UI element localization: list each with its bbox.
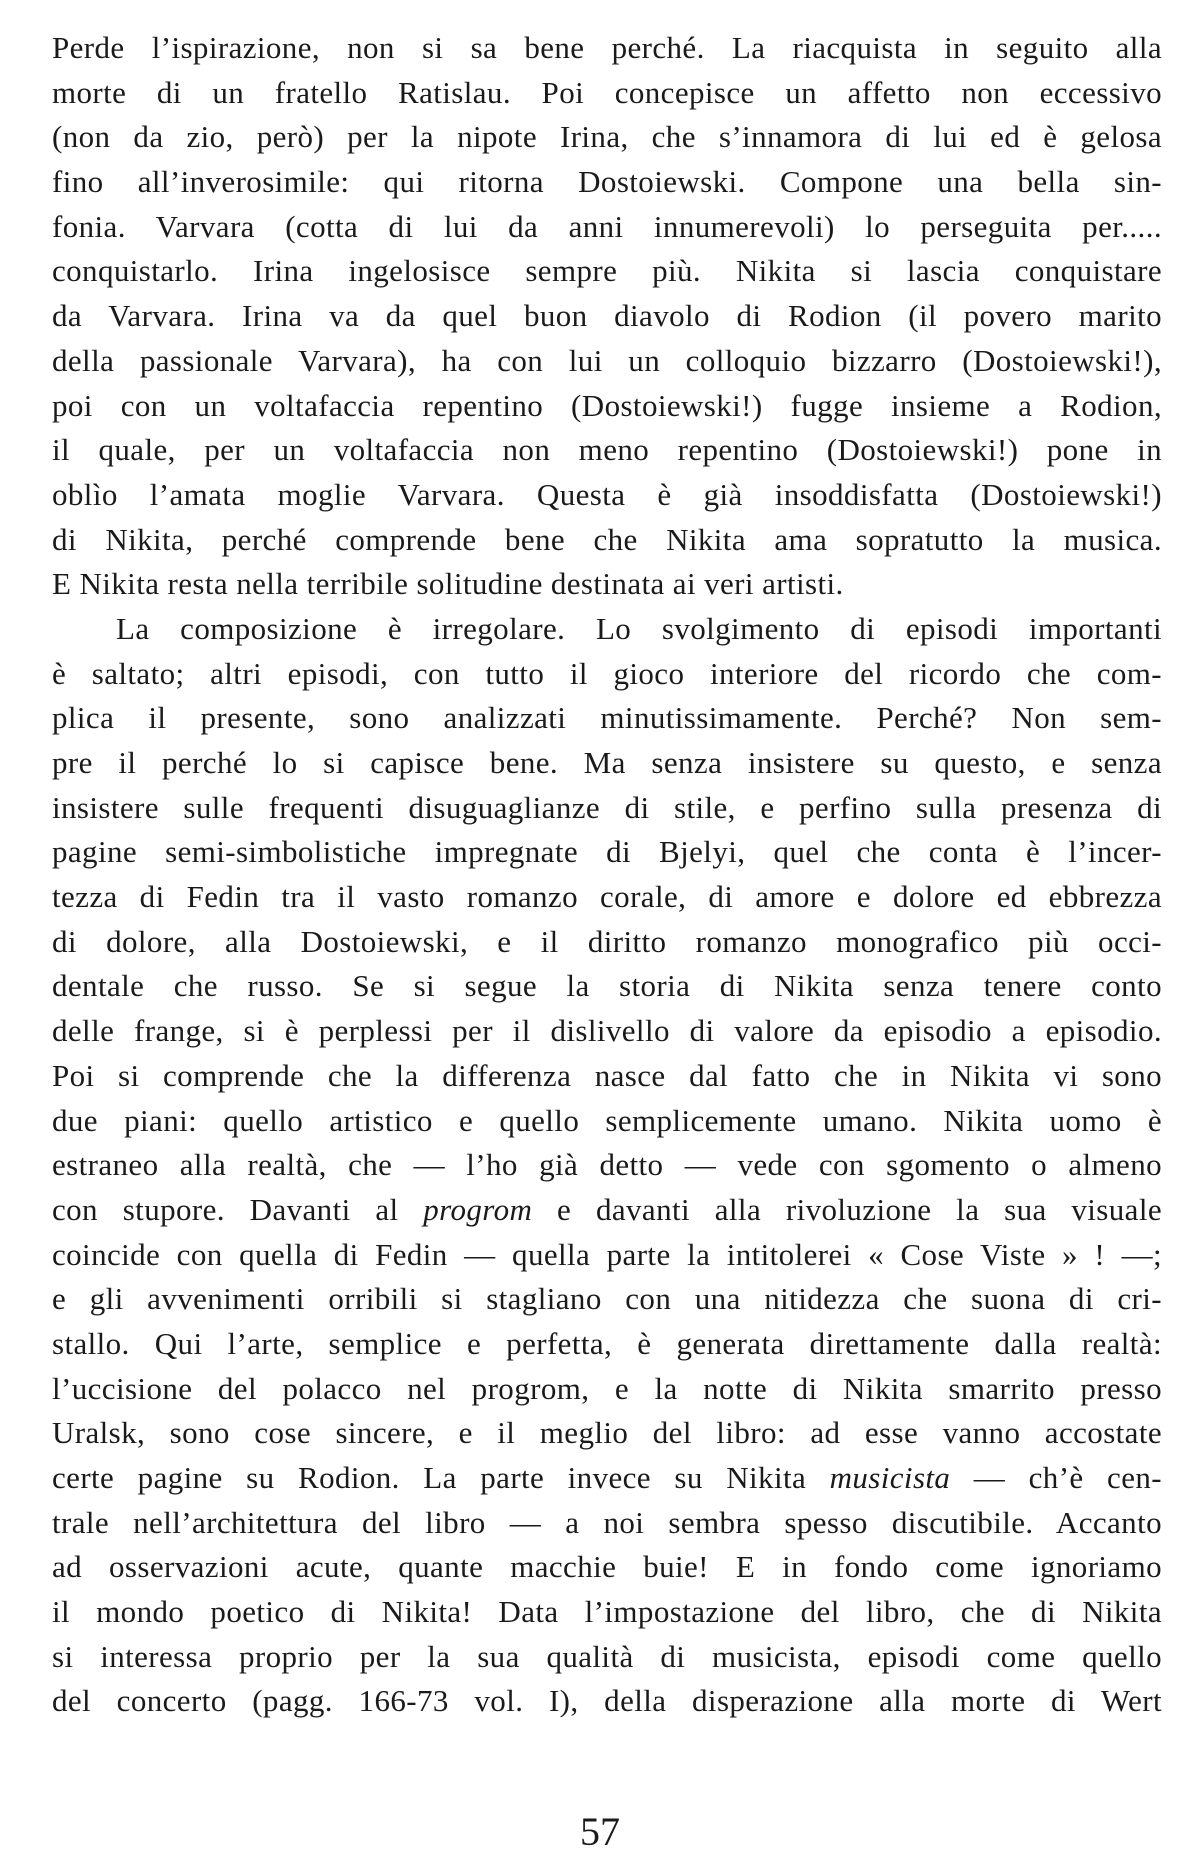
text-line: fonia. Varvara (cotta di lui da anni innumerevoli) lo perseguita per.....: [52, 208, 1162, 244]
text-line: il mondo poetico di Nikita! Data l’impostazione del libro, che di Nikita: [52, 1594, 1162, 1630]
text-line: il quale, per un voltafaccia non meno repentino (Dostoiewski!) pone in: [52, 432, 1162, 468]
text-line: della passionale Varvara), ha con lui un colloquio bizzarro (Dostoiewski!),: [52, 342, 1162, 378]
text-line: E Nikita resta nella terribile solitudine destinata ai veri artisti.: [52, 566, 844, 602]
text-line: fino all’inverosimile: qui ritorna Dostoiewski. Compone una bella sin-: [52, 164, 1162, 200]
paragraph: [52, 607, 1162, 1724]
text-line: coincide con quella di Fedin — quella parte la intitolerei « Cose Viste » ! —;: [52, 1236, 1162, 1272]
text-line: (non da zio, però) per la nipote Irina, che s’innamora di lui ed è gelosa: [52, 119, 1162, 155]
text-line: morte di un fratello Ratislau. Poi concepisce un affetto non eccessivo: [52, 74, 1162, 110]
body-text: [52, 26, 1162, 1724]
text-line: pagine semi-simbolistiche impregnate di Bjelyi, quel che conta è l’incer-: [52, 834, 1162, 870]
text-line: trale nell’architettura del libro — a noi sembra spesso discutibile. Accanto: [52, 1504, 1162, 1540]
text-line: La composizione è irregolare. Lo svolgimento di episodi importanti: [116, 610, 1162, 646]
text-line: l’uccisione del polacco nel progrom, e la notte di Nikita smarrito presso: [52, 1370, 1162, 1406]
page-number: 57: [580, 1809, 620, 1854]
text-line: da Varvara. Irina va da quel buon diavolo di Rodion (il povero marito: [52, 298, 1162, 334]
text-line: ad osservazioni acute, quante macchie buie! E in fondo come ignoriamo: [52, 1549, 1162, 1585]
text-line: estraneo alla realtà, che — l’ho già detto — vede con sgomento o almeno: [52, 1147, 1162, 1183]
text-line: oblìo l’amata moglie Varvara. Questa è già insoddisfatta (Dostoiewski!): [52, 476, 1162, 512]
text-line: e gli avvenimenti orribili si stagliano con una nitidezza che suona di cri-: [52, 1281, 1162, 1317]
text-line: con stupore. Davanti al progrom e davanti alla rivoluzione la sua visuale: [52, 1191, 1162, 1227]
text-line: due piani: quello artistico e quello semplicemente umano. Nikita uomo è: [52, 1102, 1162, 1138]
text-line: Perde l’ispirazione, non si sa bene perché. La riacquista in seguito alla: [52, 30, 1162, 65]
text-line: insistere sulle frequenti disuguaglianze di stile, e perfino sulla presenza di: [52, 789, 1162, 825]
text-line: di dolore, alla Dostoiewski, e il diritto romanzo monografico più occi-: [52, 923, 1162, 959]
text-line: delle frange, si è perplessi per il dislivello di valore da episodio a episodio.: [52, 1013, 1162, 1049]
text-line: conquistarlo. Irina ingelosisce sempre più. Nikita si lascia conquistare: [52, 253, 1162, 289]
italic-term: musicista: [829, 1460, 951, 1495]
paragraph: [52, 26, 1162, 607]
text-line: dentale che russo. Se si segue la storia di Nikita senza tenere conto: [52, 968, 1162, 1004]
text-line: pre il perché lo si capisce bene. Ma senza insistere su questo, e senza: [52, 745, 1162, 780]
text-line: è saltato; altri episodi, con tutto il gioco interiore del ricordo che com-: [52, 655, 1162, 691]
text-line: certe pagine su Rodion. La parte invece su Nikita musicista — ch’è cen-: [52, 1460, 1162, 1495]
text-line: si interessa proprio per la sua qualità di musicista, episodi come quello: [52, 1638, 1162, 1674]
text-line: tezza di Fedin tra il vasto romanzo corale, di amore e dolore ed ebbrezza: [52, 879, 1162, 915]
text-line: poi con un voltafaccia repentino (Dostoiewski!) fugge insieme a Rodion,: [52, 387, 1162, 423]
text-line: Uralsk, sono cose sincere, e il meglio del libro: ad esse vanno accostate: [52, 1415, 1162, 1451]
text-line: Poi si comprende che la differenza nasce dal fatto che in Nikita vi sono: [52, 1057, 1162, 1093]
italic-term: progrom: [423, 1191, 533, 1227]
text-line: stallo. Qui l’arte, semplice e perfetta, è generata direttamente dalla realtà:: [52, 1325, 1162, 1361]
text-line: del concerto (pagg. 166-73 vol. I), della disperazione alla morte di Wert: [52, 1683, 1162, 1719]
text-line: plica il presente, sono analizzati minutissimamente. Perché? Non sem-: [52, 700, 1162, 736]
text-line: di Nikita, perché comprende bene che Nikita ama sopratutto la musica.: [52, 521, 1162, 557]
